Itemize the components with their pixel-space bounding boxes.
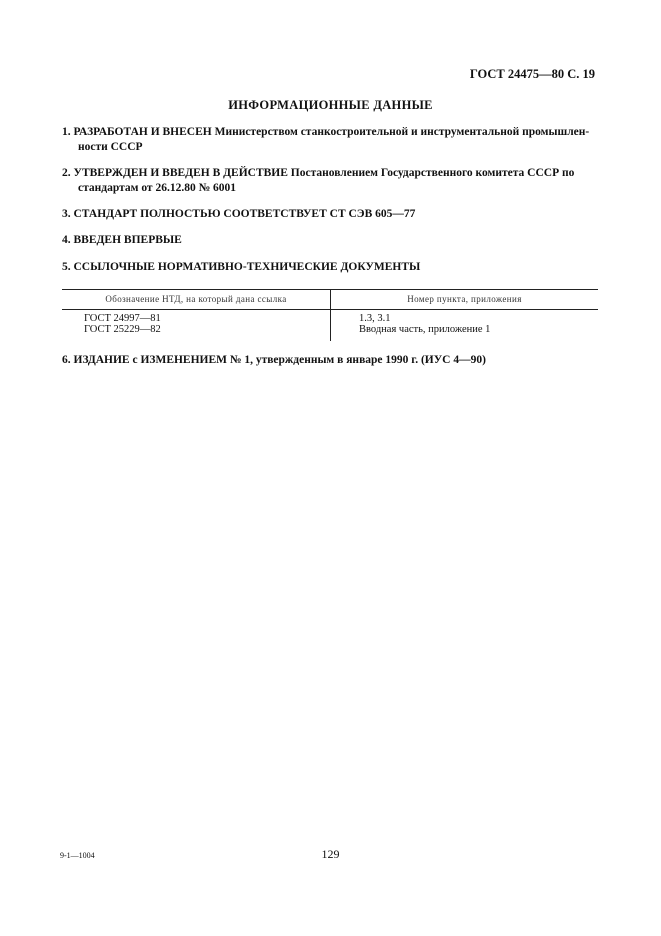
reference-table (62, 289, 598, 341)
item-developed (62, 125, 602, 155)
table-cell-clauses (331, 310, 599, 342)
item-introduced: 4. ВВЕДЕН ВПЕРВЫЕ (62, 234, 182, 246)
item-approved (62, 166, 602, 196)
item-text: 1. РАЗРАБОТАН И ВНЕСЕН Министерством станкостроительной и инструментальной промышлен- (62, 126, 590, 138)
item-edition: 6. ИЗДАНИЕ с ИЗМЕНЕНИЕМ № 1, утвержденным в январе 1990 г. (ИУС 4—90) (62, 354, 486, 366)
page-title: ИНФОРМАЦИОННЫЕ ДАННЫЕ (228, 98, 433, 112)
print-code: 9-1—1004 (60, 851, 95, 860)
table-row (62, 310, 598, 342)
item-reference-docs: 5. ССЫЛОЧНЫЕ НОРМАТИВНО-ТЕХНИЧЕСКИЕ ДОКУМЕНТЫ (62, 261, 421, 273)
page-number: 129 (321, 847, 340, 861)
item-text: 2. УТВЕРЖДЕН И ВВЕДЕН В ДЕЙСТВИЕ Постановлением Государственного комитета СССР по (62, 167, 575, 179)
table-cell: 1.3, 3.1 (359, 313, 391, 324)
item-continuation: стандартам от 26.12.80 № 6001 (78, 182, 237, 194)
table-cell: Вводная часть, приложение 1 (359, 324, 491, 335)
table-cell-designations (62, 310, 331, 342)
table-header-row (62, 290, 598, 310)
header-standard-ref: ГОСТ 24475—80 С. 19 (469, 67, 595, 81)
item-continuation: ности СССР (78, 141, 143, 153)
table-cell: ГОСТ 25229—82 (84, 324, 161, 335)
table-cell: ГОСТ 24997—81 (84, 313, 161, 324)
item-conformance: 3. СТАНДАРТ ПОЛНОСТЬЮ СООТВЕТСТВУЕТ СТ СЭВ 605—77 (62, 208, 416, 220)
column-header: Обозначение НТД, на который дана ссылка (62, 290, 331, 310)
column-header: Номер пункта, приложения (331, 290, 599, 310)
